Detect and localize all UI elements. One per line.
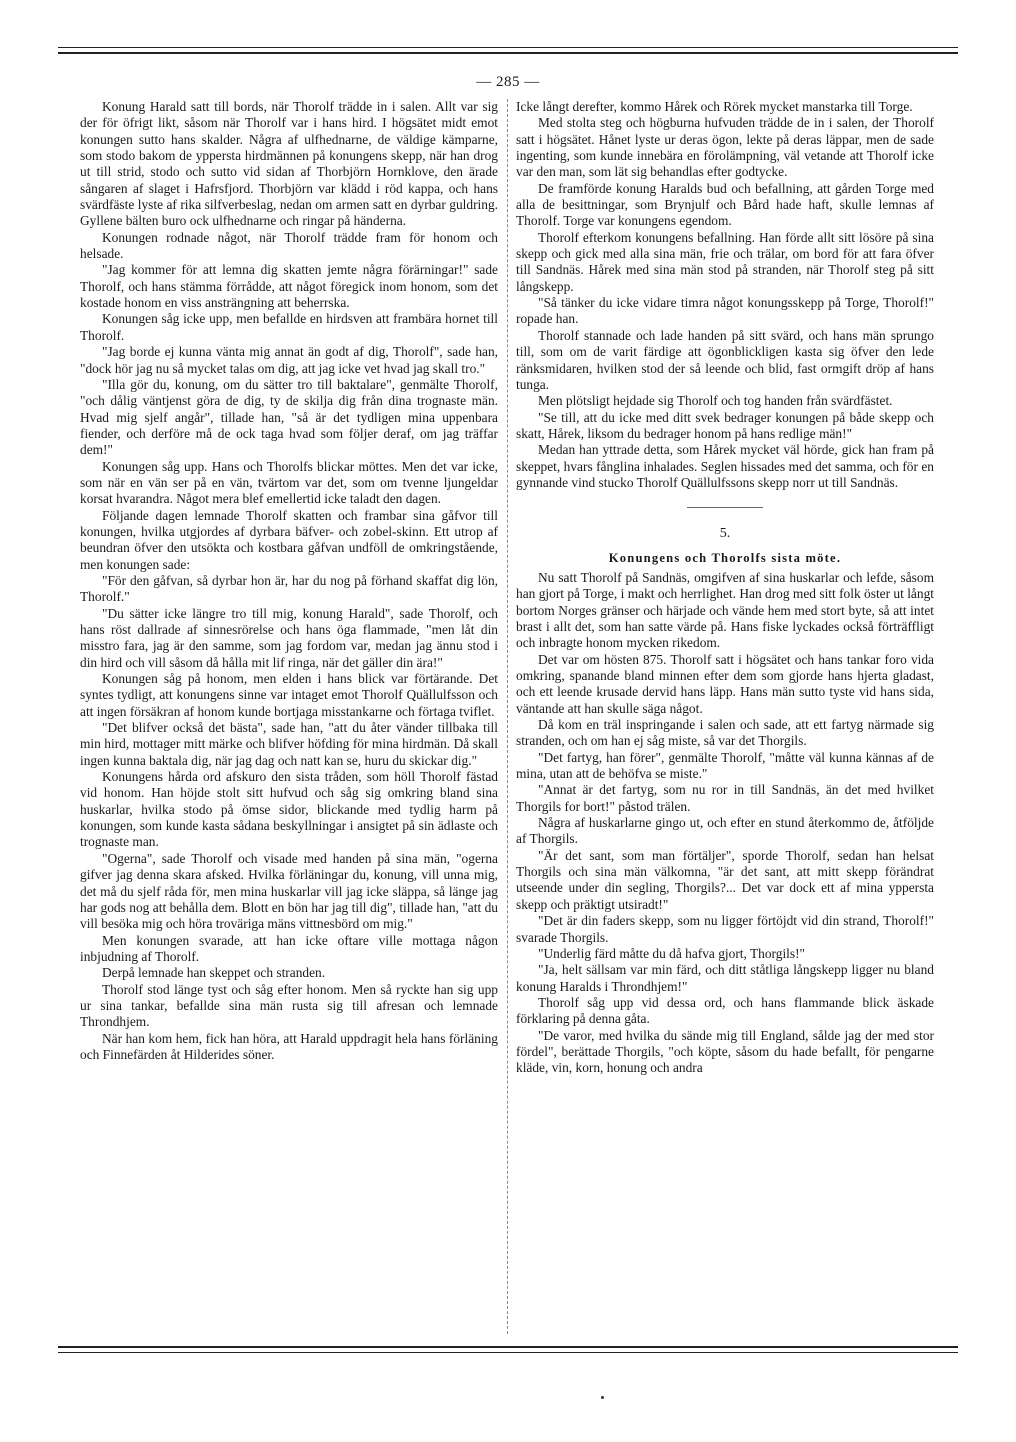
top-rule-thick [58, 52, 958, 54]
paragraph: Konungens hårda ord afskuro den sista tråden, som höll Thorolf fästad vid honom. Han höjde stolt sitt hufvud och såg sig omkring bland sina huskarlar, hvilka stodo på ömse sidor, blickande med tydlig harm på konungen, som kunde kasta sådana beskyllningar i ansigtet på sin ädlaste och trognaste man. [80, 769, 498, 850]
paragraph: Thorolf såg upp vid dessa ord, och hans flammande blick äskade förklaring på denna gåta. [516, 994, 934, 1027]
paragraph: Men konungen svarade, att han icke oftare ville mottaga någon inbjudning af Thorolf. [80, 932, 498, 964]
paragraph: Konungen såg på honom, men elden i hans blick var förtärande. Det syntes tydligt, att konungens sinne var intaget emot Thorolf Quällulfsson och att ingen försäkran af honom kunde bortjaga misstankarne och förtaga tviflet. [80, 671, 498, 719]
print-speck [601, 1396, 604, 1399]
paragraph: Konungen såg icke upp, men befallde en hirdsven att frambära hornet till Thorolf. [80, 311, 498, 343]
paragraph: "Se till, att du icke med ditt svek bedrager konungen på både skepp och skatt, Hårek, liksom du bedrager honom på hans redlige män!" [516, 409, 934, 441]
page-number: — 285 — [476, 74, 540, 90]
paragraph: Med stolta steg och högburna hufvuden trädde de in i salen, der Thorolf satt i högsätet. Hånet lyste ur deras ögon, lekte på deras läppar, men de sade ingenting, som kunde innebära en förolämpning, väl vetande att Thorolf icke var den man, som lät sig behandlas efter godtycke. [516, 115, 934, 180]
paragraph: Konung Harald satt till bords, när Thorolf trädde in i salen. Allt var sig der för öfrigt likt, såsom när Thorolf var i hans hird. I högsätet midt emot konungen sutto hans skalder. Några af ulfhednarne, de väldige kämparne, som stodo bakom de yppersta hirdmännen på konungens skepp, när han drog ut till strid, stodo och sutto vid sidan af Thorbjörn Hornklove, den ärade sångaren af slaget i Hafrsfjord. Thorbjörn var klädd i röd kappa, och hans svärdfäste lyste af rika silfverbeslag, nedan om armen satt en dyrbar guldring. Gyllene bälten buro ock ulfhednarne och ringar på händerna. [80, 99, 498, 229]
paragraph: "Så tänker du icke vidare timra något konungsskepp på Torge, Thorolf!" ropade han. [516, 295, 934, 327]
paragraph: "Jag kommer för att lemna dig skatten jemte några förärningar!" sade Thorolf, och hans stämma förrådde, att något föregick inom honom, som det kostade honom en viss ansträngning att beherrska. [80, 262, 498, 311]
top-rule-thin [58, 47, 958, 48]
continued-paragraph: Icke långt derefter, kommo Hårek och Rörek mycket manstarka till Torge. [516, 99, 913, 114]
left-column [80, 99, 498, 1063]
paragraph: Nu satt Thorolf på Sandnäs, omgifven af sina huskarlar och lefde, såsom han gjort på Torge, i makt och herrlighet. Han drog med sitt folk öster ut långt bortom Norges gränser och härjade och vände hem med stort byte, så att intet brast i allt det, som han satte värde på. Hans fiske lyckades också förträffligt och inbragte honom mycken rikedom. [516, 569, 934, 651]
right-column [516, 99, 934, 1077]
paragraph: "Det fartyg, han förer", genmälte Thorolf, "måtte väl kunna kännas af de mina, utan att de behöfva se miste." [516, 749, 934, 782]
paragraph: "Är det sant, som man förtäljer", sporde Thorolf, sedan han helsat Thorgils och sina män välkomna, "är det sant, att mitt skepp förändrat utseende under din segling, Thorgils?... Det var dock ett af mina yppersta skepp och präktigt utsiradt!" [516, 847, 934, 912]
paragraph: "Ogerna", sade Thorolf och visade med handen på sina män, "ogerna gifver jag denna skara afsked. Hvilka förläningar du, konung, vill unna mig, det må du sjelf råda för, men mina huskarlar vill jag icke släppa, så länge jag har gods nog att behålla dem. Blott en bön har jag till dig", tillade han, "att du vill besöka mig och höra troväriga mäns vittnesbörd om mig." [80, 850, 498, 932]
bottom-rule-thin [58, 1352, 958, 1353]
bottom-rule-thick [58, 1346, 958, 1348]
paragraph: Derpå lemnade han skeppet och stranden. [102, 965, 326, 981]
column-divider [507, 99, 508, 1334]
paragraph: Då kom en träl inspringande i salen och sade, att ett fartyg närmade sig stranden, och om han ej såg miste, så var det Thorgils. [516, 717, 934, 749]
paragraph: Det var om hösten 875. Thorolf satt i högsätet och hans tankar foro vida omkring, spanande bland minnen efter dem som gjorde hans hjerta gladast, och ett leende krusade dervid hans läpp. Hans män sutto tyste vid hans sida, väntande att han skulle säga något. [516, 651, 934, 716]
paragraph: Några af huskarlarne gingo ut, och efter en stund återkommo de, åtföljde af Thorgils. [516, 815, 934, 847]
section-separator [687, 507, 763, 508]
paragraph: "Det blifver också det bästa", sade han, "att du åter vänder tillbaka till min hird, mottager mitt märke och blifver höfding för mina hirdmän. Då skall ingen kunna baktala dig, när jag dag och natt kan se, huru du skickar dig." [80, 720, 498, 768]
paragraph: "Illa gör du, konung, om du sätter tro till baktalare", genmälte Thorolf, "och dålig väntjenst göra de dig, ty de skilja dig från dina trognaste män. Hvad mig sjelf angår", tillade han, "så är det tydligen mina uppenbara fiender, och derföre må de ock taga hvad som följer deraf, om jag träffar dem!" [80, 376, 498, 458]
paragraph: Medan han yttrade detta, som Hårek mycket väl hörde, gick han fram på skeppet, hvars fånglina inhalades. Seglen hissades med det samma, och för en gynnande vind stucko Thorolf Quällulfssons skepp norr ut till Sandnäs. [516, 442, 934, 490]
paragraph: "Annat är det fartyg, som nu ror in till Sandnäs, än det med hvilket Thorgils for bort!" påstod trälen. [516, 782, 934, 814]
paragraph: "Ja, helt sällsam var min färd, och ditt ståtliga långskepp ligger nu bland konung Haralds i Throndhjem!" [516, 962, 934, 994]
paragraph: De framförde konung Haralds bud och befallning, att gården Torge med alla de besittningar, som Brynjulf och Bård hade haft, skulle lemnas af Thorolf. Torge var konungens egendom. [516, 180, 934, 229]
paragraph: "Det är din faders skepp, som nu ligger förtöjdt vid din strand, Thorolf!" svarade Thorgils. [516, 913, 934, 945]
paragraph: "Jag borde ej kunna vänta mig annat än godt af dig, Thorolf", sade han, "dock hör jag nu så mycket talas om dig, att jag icke vet hvad jag skall tro." [80, 344, 498, 376]
paragraph: "De varor, med hvilka du sände mig till England, sålde jag der med stor fördel", berättade Thorgils, "och köpte, såsom du hade befallt, för pengarne kläde, vin, korn, honung och andra [516, 1027, 934, 1076]
paragraph: "Du sätter icke längre tro till mig, konung Harald", sade Thorolf, och hans röst dallrade af sinnesrörelse och hans öga flammade, "men låt din misstro fara, jag är den samme, som jag fordom var, medan jag ännu stod i din hird och vill såsom då hålla mit lif ringa, när det gäller din ära!" [80, 605, 498, 670]
paragraph: Thorolf efterkom konungens befallning. Han förde allt sitt lösöre på sina skepp och gick med alla sina män, frie och trälar, om bord för att fara öfver till Sandnäs. Hårek med sina män stod på stranden, när Thorolf steg på sitt långskepp. [516, 229, 934, 294]
paragraph: Men plötsligt hejdade sig Thorolf och tog handen från svärdfästet. [538, 393, 893, 409]
section-number: 5. [719, 526, 731, 542]
paragraph: När han kom hem, fick han höra, att Harald uppdragit hela hans förläning och Finnefärden åt Hilderides söner. [80, 1030, 498, 1062]
paragraph: Konungen rodnade något, när Thorolf trädde fram för honom och helsade. [80, 229, 498, 262]
paragraph: Thorolf stannade och lade handen på sitt svärd, och hans män sprungo till, som om de varit färdige att ögonblickligen kasta sig öfver den lede ränksmidaren, hvilken stod der så leende och blid, fast ormgift dröp af hans tunga. [516, 327, 934, 392]
paragraph: Konungen såg upp. Hans och Thorolfs blickar möttes. Men det var icke, som när en vän ser på en vän, tvärtom var det, som om tvenne ljungeldar korsat hvarandra. Något mera blef emellertid icke taladt den dagen. [80, 458, 498, 507]
paragraph: Thorolf stod länge tyst och såg efter honom. Men så ryckte han sig upp ur sina tankar, befallde sina män rusta sig till afresan och lemnade Throndhjem. [80, 981, 498, 1030]
paragraph: "För den gåfvan, så dyrbar hon är, har du nog på förhand skaffat dig lön, Thorolf." [80, 572, 498, 605]
section-title: Konungens och Thorolfs sista möte. [608, 550, 842, 565]
paragraph: Följande dagen lemnade Thorolf skatten och frambar sina gåfvor till konungen, hvilka utgjordes af dyrbara bäfver- och zobel-skinn. Ett utrop af beundran öfver den utsökta och kostbara gåfvan undföll de omkringstående, men konungen sade: [80, 507, 498, 572]
paragraph: "Underlig färd måtte du då hafva gjort, Thorgils!" [538, 945, 806, 961]
